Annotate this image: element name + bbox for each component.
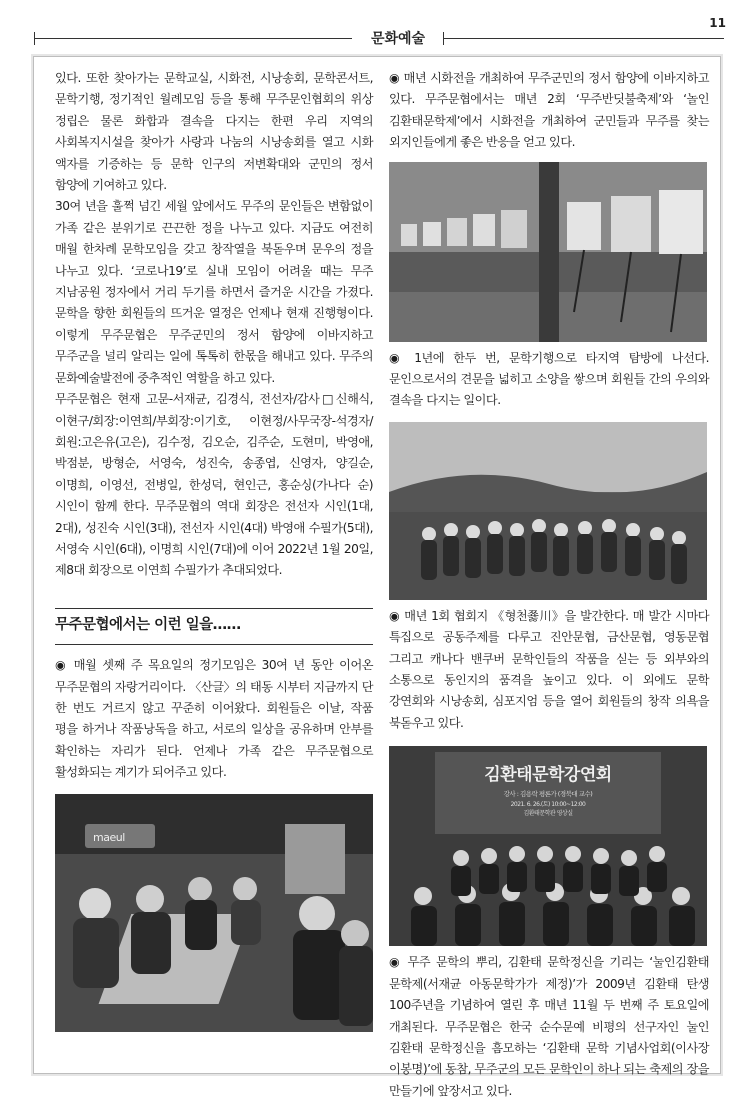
banner-subtitle-2: 2021. 6. 26.(토) 10:00~12:00: [510, 801, 586, 809]
left-column: [55, 68, 373, 1032]
banner-title: 김환태문학강연회: [484, 765, 612, 786]
banner-subtitle-1: 강사 : 김용락 평론가 (경북대 교수): [503, 790, 593, 799]
left-paragraph-4: ◉ 매월 셋째 주 목요일의 정기모임은 30여 년 동안 이어온 무주문협의 자랑거리이다. 〈산글〉의 태동 시부터 지금까지 단 한 번도 거르지 않고 꾸준히 이어왔다. 회원들은 이날, 작품 평을 하거나 작품낭독을 하고, 서로의 일상을 공유하며 안부를 확인하는 자리가 된다. 언제나 가족 같은 무주문협으로 활성화되는 계기가 되어주고 있다.: [55, 658, 373, 780]
header-rule-right: [444, 38, 724, 39]
photo-sign-text: maeul: [93, 830, 125, 844]
photo-lecture-group: [389, 746, 707, 946]
photo-literary-trip: [389, 422, 707, 600]
header-rule-left: [34, 38, 352, 39]
right-paragraph-3: ◉ 매년 1회 협회지 《형천쬻川》을 발간한다. 매 발간 시마다 특집으로 공동주제를 다루고 진안문협, 금산문협, 영동문협 그리고 캐나다 밴쿠버 문학인들의 작품을 싣는 등 외부와의 소통으로 동인지의 품격을 높이고 있다. 이 외에도 문학 강연회와 시낭송회, 심포지엄 등을 열어 회원들의 창작 의욕을 북돋우고 있다.: [389, 608, 709, 730]
header-tick-left: [34, 32, 35, 45]
left-paragraph-1: 있다. 또한 찾아가는 문학교실, 시화전, 시낭송회, 문학콘서트, 문학기행, 정기적인 월례모임 등을 통해 무주문인협회의 위상 정립은 물론 화합과 결속을 다지는 한편 우리 지역의 사회복지시설을 찾아가 사랑과 나눔의 시낭송회를 열고 시화 액자를 기증하는 등 문학 인구의 저변확대와 군민의 정서 함양에 기여하고 있다.: [55, 71, 373, 193]
right-column: [389, 68, 709, 1102]
right-paragraph-1: ◉ 매년 시화전을 개최하여 무주군민의 정서 함양에 이바지하고 있다. 무주문협에서는 매년 2회 ‘무주반딧불축제’와 ‘놀인 김환태문학제’에서 시화전을 개최하여 군민들과 무주를 찾는 외지인들에게 좋은 반응을 얻고 있다.: [389, 71, 709, 150]
photo-poetry-exhibition: [389, 162, 707, 342]
photo-monthly-meeting: [55, 794, 373, 1032]
banner-subtitle-3: 김환태문학관 영상실: [523, 810, 573, 818]
subheading: 무주문협에서는 이런 일을……: [55, 608, 373, 645]
section-title: 문화예술: [370, 31, 426, 47]
page-number: 11: [709, 16, 726, 30]
right-paragraph-2: ◉ 1년에 한두 번, 문학기행으로 타지역 탐방에 나선다. 문인으로서의 견문을 넓히고 소양을 쌓으며 회원들 간의 우의와 결속을 다지는 일이다.: [389, 350, 709, 408]
right-paragraph-4: ◉ 무주 문학의 뿌리, 김환태 문학정신을 기리는 ‘눌인김환태 문학제(서재균 아동문학가가 제정)’가 2009년 김환태 탄생 100주년을 기념하여 열린 후 매년 11월 두 번째 주 토요일에 개최된다. 무주문협은 한국 순수문예 비평의 선구자인 눌인 김환태 문학정신을 흠모하는 ‘김환태 문학 기념사업회(이사장 이봉명)’에 동참, 무주군의 모든 문학인이 하나 되는 축제의 장을 만들기에 앞장서고 있다.: [389, 955, 709, 1098]
left-paragraph-3: 무주문협은 현재 고문-서재균, 김경식, 전선자/감사□신해식, 이현구/회장:이연희/부회장:이기호, 이현정/사무국장-석경자/회원:고은유(고은), 김수정, 김오순, 김주순, 도현미, 박영애, 박점분, 방형순, 서영숙, 성진숙, 송종엽, 신영자, 양길순, 이명희, 이영선, 전병일, 한성덕, 현인근, 홍순싱(가나다 순)시인이 함께 한다. 무주문협의 역대 회장은 전선자 시인(1대, 2대), 성진숙 시인(3대), 전선자 시인(4대) 박영애 수필가(5대), 서영숙 시인(6대), 이명희 시인(7대)에 이어 2022년 1월 20일, 제8대 회장으로 이연희 수필가가 추대되었다.: [55, 392, 373, 578]
left-paragraph-2: 30여 년을 훌쩍 넘긴 세월 앞에서도 무주의 문인들은 변함없이 가족 같은 분위기로 끈끈한 정을 나누고 있다. 지금도 여전히 매월 한차례 문학모임을 갖고 창작열을 북돋우며 문우의 정을 나누고 있다. ‘코로나19’로 실내 모임이 어려울 때는 무주 지남공원 정자에서 거리 두기를 하면서 즐거운 시간을 가졌다. 문학을 향한 회원들의 뜨거운 열정은 언제나 현재 진행형이다. 이렇게 무주문협은 무주군민의 정서 함양에 이바지하고 무주군을 널리 알리는 일에 톡톡히 한몫을 해내고 있다. 무주의 문화예술발전에 중추적인 역할을 하고 있다.: [55, 199, 373, 385]
